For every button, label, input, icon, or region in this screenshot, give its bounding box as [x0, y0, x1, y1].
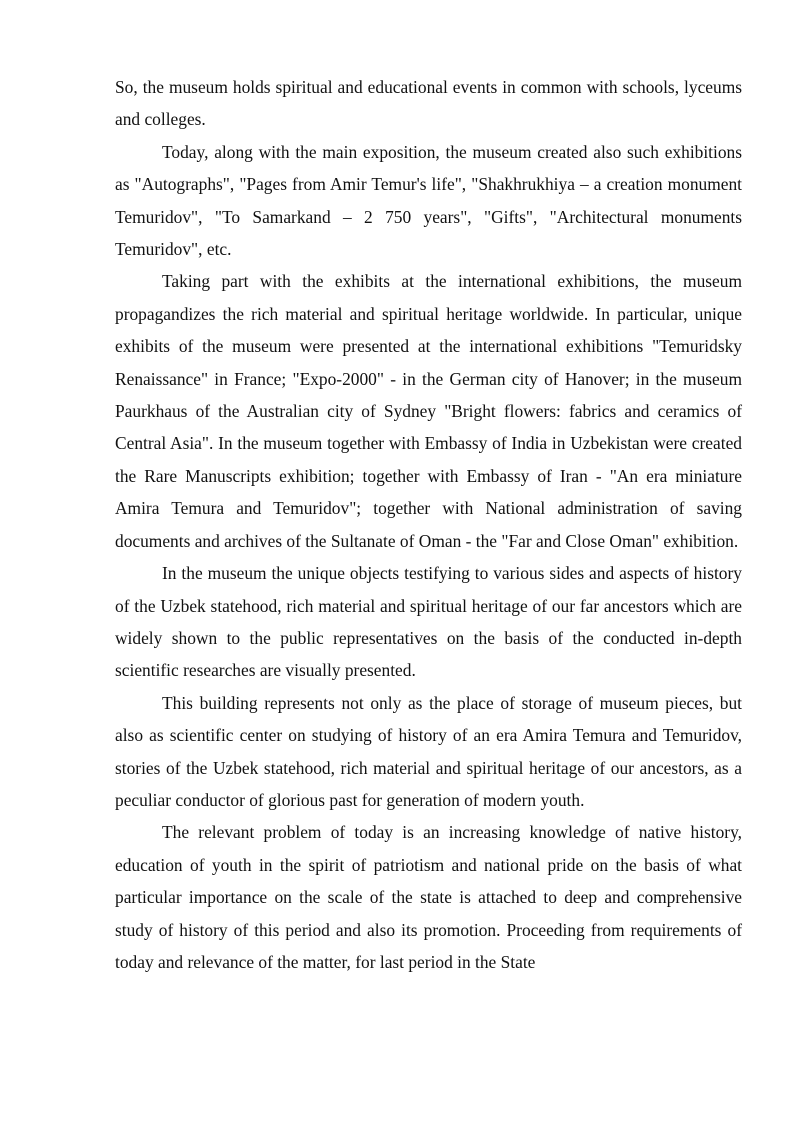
- paragraph-4: In the museum the unique objects testifying to various sides and aspects of history of the Uzbek statehood, rich material and spiritual heritage of our far ancestors which are widely shown to the public representatives on the basis of the conducted in-depth scientific researches are visually presented.: [115, 563, 742, 681]
- paragraph-3: Taking part with the exhibits at the international exhibitions, the museum propagandizes the rich material and spiritual heritage worldwide. In particular, unique exhibits of the museum were presented at the international exhibitions "Temuridsky Renaissance" in France; "Expo-2000" - in the German city of Hanover; in the museum Paurkhaus of the Australian city of Sydney "Bright flowers: fabrics and ceramics of Central Asia". In the museum together with Embassy of India in Uzbekistan were created the Rare Manuscripts exhibition; together with Embassy of Iran - "An era miniature Amira Temura and Temuridov"; together with National administration of saving documents and archives of the Sultanate of Oman - the "Far and Close Oman" exhibition.: [115, 271, 742, 551]
- paragraph-5: This building represents not only as the place of storage of museum pieces, but also as scientific center on studying of history of an era Amira Temura and Temuridov, stories of the Uzbek statehood, rich material and spiritual heritage of our ancestors, as a peculiar conductor of glorious past for generation of modern youth.: [115, 692, 742, 810]
- paragraph-2: Today, along with the main exposition, the museum created also such exhibitions as "Autographs", "Pages from Amir Temur's life", "Shakhrukhiya – a creation monument Temuridov", "To Samarkand – 2 750 years", "Gifts", "Architectural monuments Temuridov", etc.: [115, 141, 742, 260]
- paragraph-6: The relevant problem of today is an increasing knowledge of native history, education of youth in the spirit of patriotism and national pride on the basis of what particular importance on the scale of the state is attached to deep and comprehensive study of history of this period and also its promotion. Proceeding from requirements of today and relevance of the matter, for last period in the State: [115, 822, 742, 972]
- document-body: [115, 71, 742, 978]
- paragraph-1: So, the museum holds spiritual and educational events in common with schools, lyceums and colleges.: [115, 77, 742, 130]
